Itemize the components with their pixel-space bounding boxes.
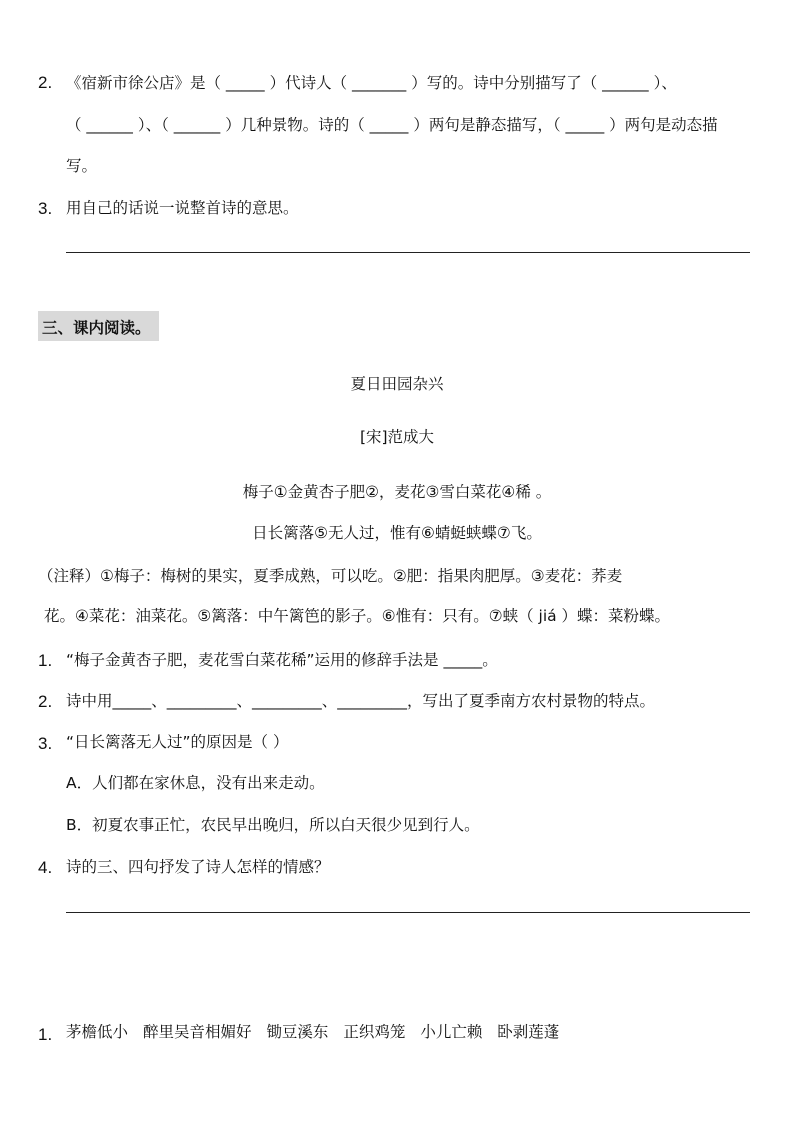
- poem-notes: 花。④菜花：油菜花。⑤篱落：中午篱笆的影子。⑥惟有：只有。⑦蛱（ jiá ）蝶：菜粉蝶。: [44, 607, 671, 625]
- option-b[interactable]: B．初夏农事正忙，农民早出晚归，所以白天很少见到行人。: [66, 816, 480, 834]
- answer-list: [66, 1020, 569, 1042]
- question-number: 3.: [38, 734, 53, 753]
- question-number: 1.: [38, 651, 53, 670]
- question-text: 用自己的话说一说整首诗的意思。: [66, 199, 299, 217]
- question-number: 2.: [38, 692, 53, 711]
- poem-line: 梅子①金黄杏子肥②，麦花③雪白菜花④稀 。: [242, 483, 552, 501]
- answer-item: 锄豆溪东: [266, 1023, 329, 1041]
- section-header: [38, 311, 159, 341]
- question-text: 写。: [66, 157, 98, 175]
- poem-line: 日长篱落⑤无人过，惟有⑥蜻蜓蛱蝶⑦飞。: [252, 524, 542, 542]
- answer-item: 小儿亡赖: [420, 1023, 483, 1041]
- question-number: 4.: [38, 858, 53, 877]
- question-number: 2.: [38, 73, 53, 92]
- poem-notes: （注释）①梅子：梅树的果实，夏季成熟，可以吃。②肥：指果肉肥厚。③麦花：荞麦: [38, 567, 623, 585]
- section-title: 三、课内阅读。: [42, 319, 151, 337]
- question-text: 诗中用_____、_________、_________、_________，写出了夏季南方农村景物的特点。: [66, 692, 656, 710]
- question-text: 《宿新市徐公店》是（ _____ ）代诗人（ _______ ）写的。诗中分别描写了（ ______ ）、: [66, 74, 677, 92]
- answer-line[interactable]: [66, 252, 750, 253]
- answer-line[interactable]: [66, 912, 750, 913]
- answer-item: 醉里吴音相媚好: [142, 1023, 252, 1041]
- poem-title: 夏日田园杂兴: [350, 375, 444, 393]
- poem-author: [宋]范成大: [359, 428, 435, 446]
- option-a[interactable]: A．人们都在家休息，没有出来走动。: [66, 774, 325, 792]
- question-number: 3.: [38, 199, 53, 218]
- answer-number: 1.: [38, 1025, 53, 1044]
- question-text: 诗的三、四句抒发了诗人怎样的情感？: [66, 858, 330, 876]
- answer-item: 茅檐低小: [66, 1023, 129, 1041]
- answer-item: 正织鸡笼: [343, 1023, 406, 1041]
- question-text: “梅子金黄杏子肥，麦花雪白菜花稀”运用的修辞手法是 _____。: [66, 651, 498, 669]
- question-text: （ ______ ）、（ ______ ）几种景物。诗的（ _____ ）两句是静态描写，（ _____ ）两句是动态描: [66, 116, 718, 134]
- question-text: “日长篱落无人过”的原因是（ ）: [66, 733, 289, 751]
- answer-item: 卧剥莲蓬: [497, 1023, 560, 1041]
